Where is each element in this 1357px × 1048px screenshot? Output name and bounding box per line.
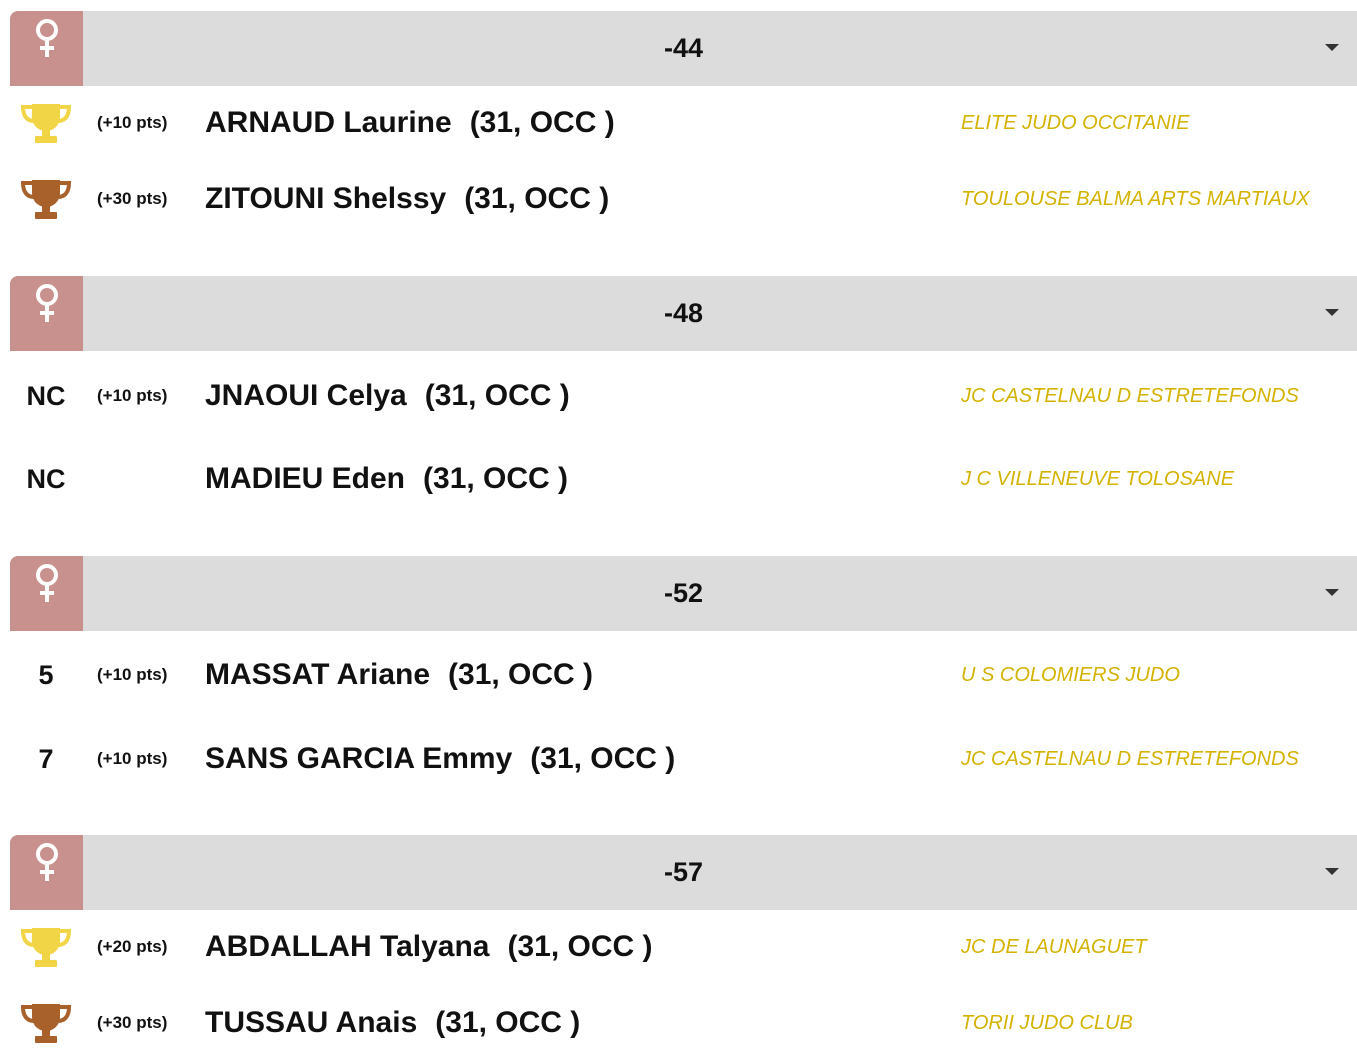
- athlete[interactable]: [205, 371, 570, 421]
- weight-class: -48: [663, 298, 704, 328]
- athlete-name[interactable]: MADIEU Eden: [205, 462, 406, 495]
- result-row: [0, 371, 1357, 421]
- result-row: [0, 454, 1357, 504]
- points: (+10 pts): [97, 665, 168, 684]
- weight-class: -57: [663, 857, 704, 887]
- points: (+10 pts): [97, 113, 168, 132]
- club-name[interactable]: JC CASTELNAU D ESTRETEFONDS: [961, 747, 1299, 770]
- result-row: [0, 922, 1357, 972]
- rank-cell: [18, 922, 74, 972]
- club-name[interactable]: TOULOUSE BALMA ARTS MARTIAUX: [961, 187, 1310, 210]
- club-name[interactable]: JC CASTELNAU D ESTRETEFONDS: [961, 384, 1299, 407]
- result-row: [0, 998, 1357, 1048]
- athlete-name[interactable]: ZITOUNI Shelssy: [205, 182, 447, 215]
- athlete-location: (31, OCC ): [464, 182, 610, 215]
- category-header[interactable]: [10, 556, 1357, 631]
- result-row: [0, 174, 1357, 224]
- athlete[interactable]: [205, 174, 609, 224]
- athlete-location: (31, OCC ): [530, 742, 676, 775]
- result-row: [0, 98, 1357, 148]
- athlete-name[interactable]: ARNAUD Laurine: [205, 106, 452, 139]
- caret-down-icon[interactable]: [1325, 589, 1339, 596]
- club-name[interactable]: ELITE JUDO OCCITANIE: [961, 111, 1190, 134]
- category-header[interactable]: [10, 835, 1357, 910]
- athlete-name[interactable]: SANS GARCIA Emmy: [205, 742, 513, 775]
- points: (+30 pts): [97, 189, 168, 208]
- club-name[interactable]: J C VILLENEUVE TOLOSANE: [961, 467, 1235, 490]
- bronze-trophy-icon: [20, 1002, 72, 1044]
- bronze-trophy-icon: [20, 178, 72, 220]
- weight-class: -52: [663, 578, 704, 608]
- athlete[interactable]: [205, 98, 615, 148]
- points: (+30 pts): [97, 1013, 168, 1032]
- athlete-location: (31, OCC ): [469, 106, 615, 139]
- athlete-name[interactable]: MASSAT Ariane: [205, 658, 431, 691]
- rank-cell: 7: [38, 743, 54, 774]
- club-name[interactable]: TORII JUDO CLUB: [961, 1011, 1133, 1034]
- category-header[interactable]: [10, 11, 1357, 86]
- caret-down-icon[interactable]: [1325, 309, 1339, 316]
- athlete-name[interactable]: ABDALLAH Talyana: [205, 930, 490, 963]
- points: (+10 pts): [97, 386, 168, 405]
- result-row: [0, 734, 1357, 784]
- rank-cell: [18, 98, 74, 148]
- gold-trophy-icon: [20, 926, 72, 968]
- athlete-location: (31, OCC ): [448, 658, 594, 691]
- athlete-name[interactable]: TUSSAU Anais: [205, 1006, 418, 1039]
- rank-cell: 5: [38, 659, 54, 690]
- athlete-location: (31, OCC ): [424, 379, 570, 412]
- weight-class: -44: [663, 33, 704, 63]
- result-row: [0, 650, 1357, 700]
- gold-trophy-icon: [20, 102, 72, 144]
- athlete-location: (31, OCC ): [423, 462, 569, 495]
- category-header[interactable]: [10, 276, 1357, 351]
- athlete[interactable]: [205, 734, 675, 784]
- athlete[interactable]: [205, 650, 593, 700]
- athlete-name[interactable]: JNAOUI Celya: [205, 379, 407, 412]
- athlete-location: (31, OCC ): [507, 930, 653, 963]
- rank-cell: NC: [26, 463, 66, 494]
- caret-down-icon[interactable]: [1325, 44, 1339, 51]
- rank-cell: NC: [26, 380, 66, 411]
- club-name[interactable]: U S COLOMIERS JUDO: [961, 663, 1180, 686]
- club-name[interactable]: JC DE LAUNAGUET: [961, 935, 1147, 958]
- athlete[interactable]: [205, 922, 653, 972]
- athlete[interactable]: [205, 454, 568, 504]
- athlete[interactable]: [205, 998, 580, 1048]
- caret-down-icon[interactable]: [1325, 868, 1339, 875]
- points: (+20 pts): [97, 937, 168, 956]
- points: (+10 pts): [97, 749, 168, 768]
- rank-cell: [18, 998, 74, 1048]
- athlete-location: (31, OCC ): [435, 1006, 581, 1039]
- rank-cell: [18, 174, 74, 224]
